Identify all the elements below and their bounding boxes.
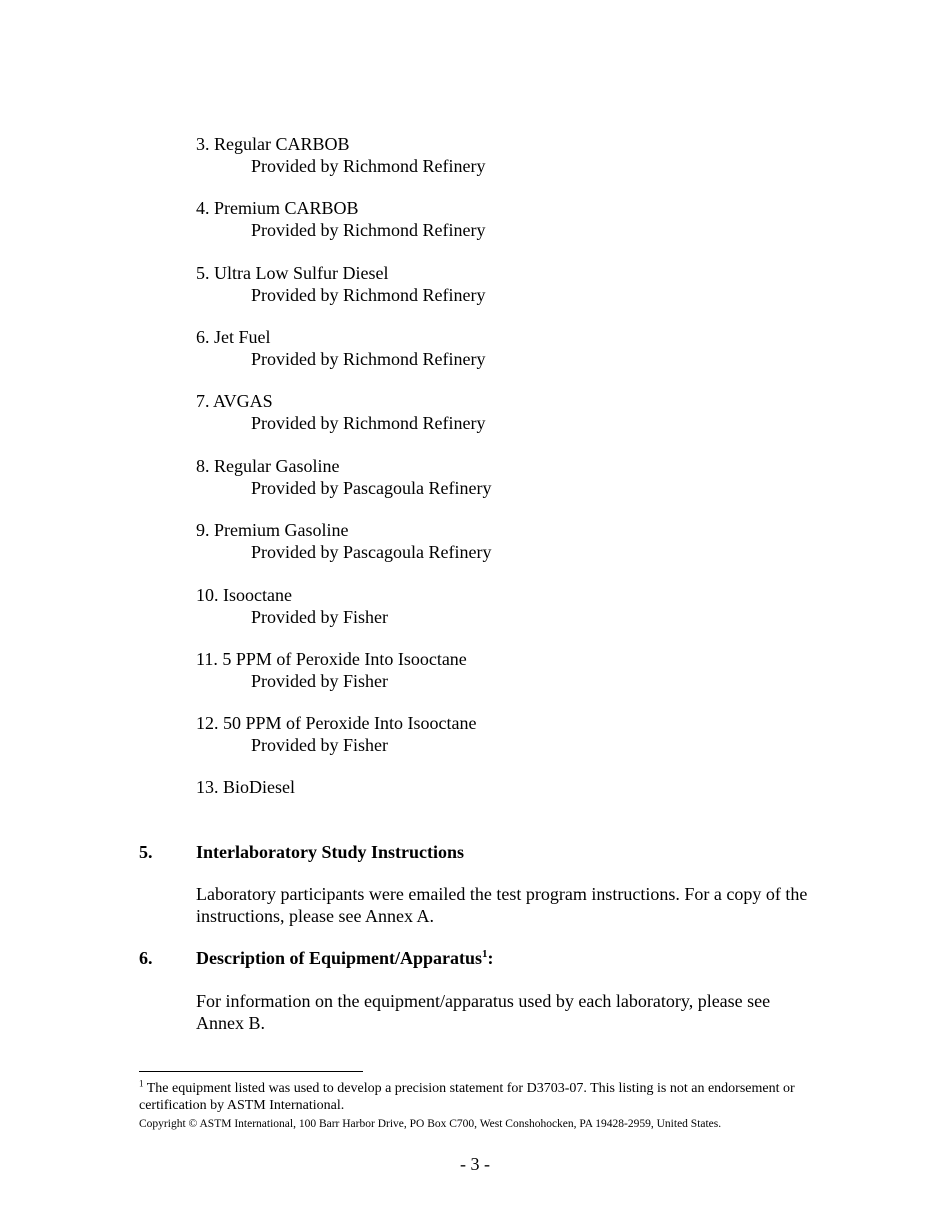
item-provider: Provided by Richmond Refinery: [251, 349, 486, 369]
copyright-notice: Copyright © ASTM International, 100 Barr Harbor Drive, PO Box C700, West Conshohocken, PA 19428-2959, United States.: [139, 1118, 722, 1130]
section-title-suffix: :: [487, 948, 494, 968]
footnote-reference[interactable]: 1: [482, 948, 488, 960]
item-title: 12. 50 PPM of Peroxide Into Isooctane: [196, 713, 477, 733]
item-title: 4. Premium CARBOB: [196, 198, 359, 218]
footnote-mark: 1: [139, 1078, 144, 1089]
page-number: - 3 -: [460, 1154, 490, 1174]
item-provider: Provided by Fisher: [251, 671, 388, 691]
list-item: [196, 519, 491, 563]
item-title: 7. AVGAS: [196, 391, 273, 411]
section-title: [196, 947, 494, 969]
list-item: [196, 197, 485, 241]
item-provider: Provided by Richmond Refinery: [251, 156, 486, 176]
item-provider: Provided by Fisher: [251, 607, 388, 627]
item-provider: Provided by Fisher: [251, 735, 388, 755]
list-item: [196, 584, 388, 628]
footnote: [139, 1080, 819, 1114]
item-title: 8. Regular Gasoline: [196, 456, 340, 476]
item-provider: Provided by Richmond Refinery: [251, 413, 486, 433]
list-item: [196, 390, 485, 434]
list-item: [196, 326, 485, 370]
item-title: 5. Ultra Low Sulfur Diesel: [196, 263, 389, 283]
section-title-text: Description of Equipment/Apparatus: [196, 948, 483, 968]
list-item: [196, 455, 491, 499]
section-number: 6.: [139, 948, 153, 968]
list-item: [196, 776, 295, 798]
item-title: 9. Premium Gasoline: [196, 520, 349, 540]
section-6-body: For information on the equipment/apparatus used by each laboratory, please see Annex B.: [196, 991, 771, 1033]
list-item: [196, 133, 485, 177]
item-title: 10. Isooctane: [196, 585, 292, 605]
item-title: 11. 5 PPM of Peroxide Into Isooctane: [196, 649, 467, 669]
list-item: [196, 648, 467, 692]
section-number: 5.: [139, 842, 153, 862]
item-title: 3. Regular CARBOB: [196, 134, 350, 154]
item-provider: Provided by Pascagoula Refinery: [251, 478, 492, 498]
list-item: [196, 262, 485, 306]
item-provider: Provided by Pascagoula Refinery: [251, 542, 492, 562]
item-provider: Provided by Richmond Refinery: [251, 220, 486, 240]
section-title: Interlaboratory Study Instructions: [196, 842, 465, 862]
footnote-divider: [139, 1071, 363, 1072]
item-provider: Provided by Richmond Refinery: [251, 285, 486, 305]
item-title: 6. Jet Fuel: [196, 327, 271, 347]
section-5-body: Laboratory participants were emailed the test program instructions. For a copy of the instructions, please see Annex A.: [196, 884, 808, 926]
footnote-text: The equipment listed was used to develop a precision statement for D3703-07. This listing is not an endorsement or certification by ASTM International.: [139, 1081, 795, 1113]
list-item: [196, 712, 476, 756]
item-title: 13. BioDiesel: [196, 777, 295, 797]
